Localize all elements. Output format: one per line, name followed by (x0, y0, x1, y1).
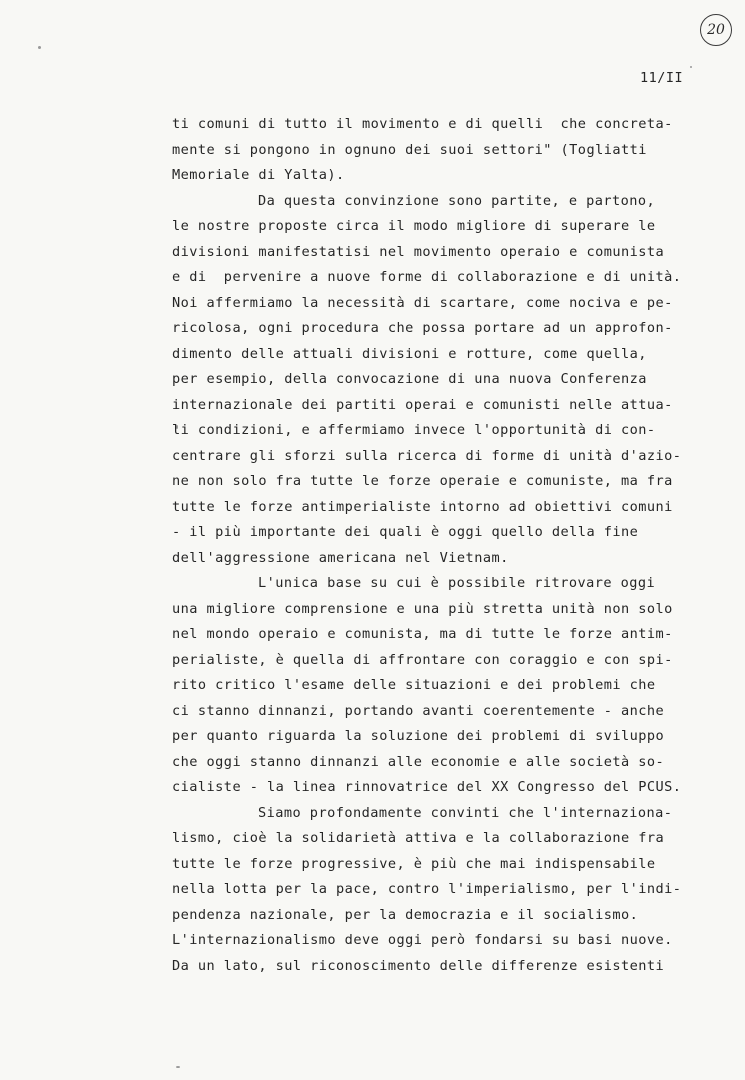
text-line: dimento delle attuali divisioni e rotture, come quella, (172, 345, 647, 362)
paragraph-start-line: Da questa convinzione sono partite, e partono, (258, 192, 656, 209)
text-line: mente si pongono in ognuno dei suoi settori" (Togliatti (172, 141, 647, 158)
text-line: e di pervenire a nuove forme di collaborazione e di unità. (172, 269, 682, 285)
text-line: ti comuni di tutto il movimento e di quelli che concreta- (172, 116, 673, 132)
text-line: nella lotta per la pace, contro l'imperialismo, per l'indi- (172, 881, 682, 897)
text-line: L'internazionalismo deve oggi però fondarsi su basi nuove. (172, 932, 673, 948)
handwritten-page-stamp (700, 14, 732, 46)
text-line: ne non solo fra tutte le forze operaie e comuniste, ma fra (172, 473, 673, 489)
text-line: perialiste, è quella di affrontare con coraggio e con spi- (172, 651, 673, 668)
text-line: ci stanno dinnanzi, portando avanti coerentemente - anche (172, 702, 665, 719)
text-line: per esempio, della convocazione di una nuova Conferenza (172, 371, 647, 387)
paragraph-start-line: L'unica base su cui è possibile ritrovare oggi (258, 575, 656, 591)
text-line: Noi affermiamo la necessità di scartare, come nociva e pe- (172, 294, 673, 311)
text-line: lismo, cioè la solidarietà attiva e la collaborazione fra (172, 830, 665, 846)
scan-speck (38, 46, 41, 49)
scan-speck (690, 66, 692, 68)
body-text (172, 112, 712, 979)
text-line: - il più importante dei quali è oggi quello della fine (172, 524, 639, 540)
text-line: tutte le forze progressive, è più che mai indispensabile (172, 855, 656, 872)
text-line: una migliore comprensione e una più stretta unità non solo (172, 600, 673, 617)
text-line: le nostre proposte circa il modo migliore di superare le (172, 218, 656, 234)
text-line: rito critico l'esame delle situazioni e dei problemi che (172, 677, 656, 693)
text-line: Da un lato, sul riconoscimento delle differenze esistenti (172, 957, 665, 974)
paragraph-start-line: Siamo profondamente convinti che l'internaziona- (258, 804, 673, 821)
page-number: 11/II (640, 70, 684, 86)
text-line: Memoriale di Yalta). (172, 167, 345, 183)
text-line: dell'aggressione americana nel Vietnam. (172, 549, 509, 566)
text-line: tutte le forze antimperialiste intorno ad obiettivi comuni (172, 498, 673, 515)
text-line: li condizioni, e affermiamo invece l'opportunità di con- (172, 422, 656, 438)
text-line: pendenza nazionale, per la democrazia e il socialismo. (172, 906, 639, 923)
text-line: divisioni manifestatisi nel movimento operaio e comunista (172, 243, 665, 260)
text-line: che oggi stanno dinnanzi alle economie e alle società so- (172, 753, 665, 770)
text-line: ricolosa, ogni procedura che possa portare ad un approfon- (172, 320, 673, 336)
text-line: internazionale dei partiti operai e comunisti nelle attua- (172, 396, 673, 413)
text-line: per quanto riguarda la soluzione dei problemi di sviluppo (172, 728, 665, 744)
text-line: centrare gli sforzi sulla ricerca di forme di unità d'azio- (172, 447, 682, 464)
text-line: cialiste - la linea rinnovatrice del XX Congresso del PCUS. (172, 779, 682, 795)
scan-speck (176, 1066, 180, 1068)
text-line: nel mondo operaio e comunista, ma di tutte le forze antim- (172, 626, 673, 642)
stamp-number: 20 (707, 22, 725, 38)
